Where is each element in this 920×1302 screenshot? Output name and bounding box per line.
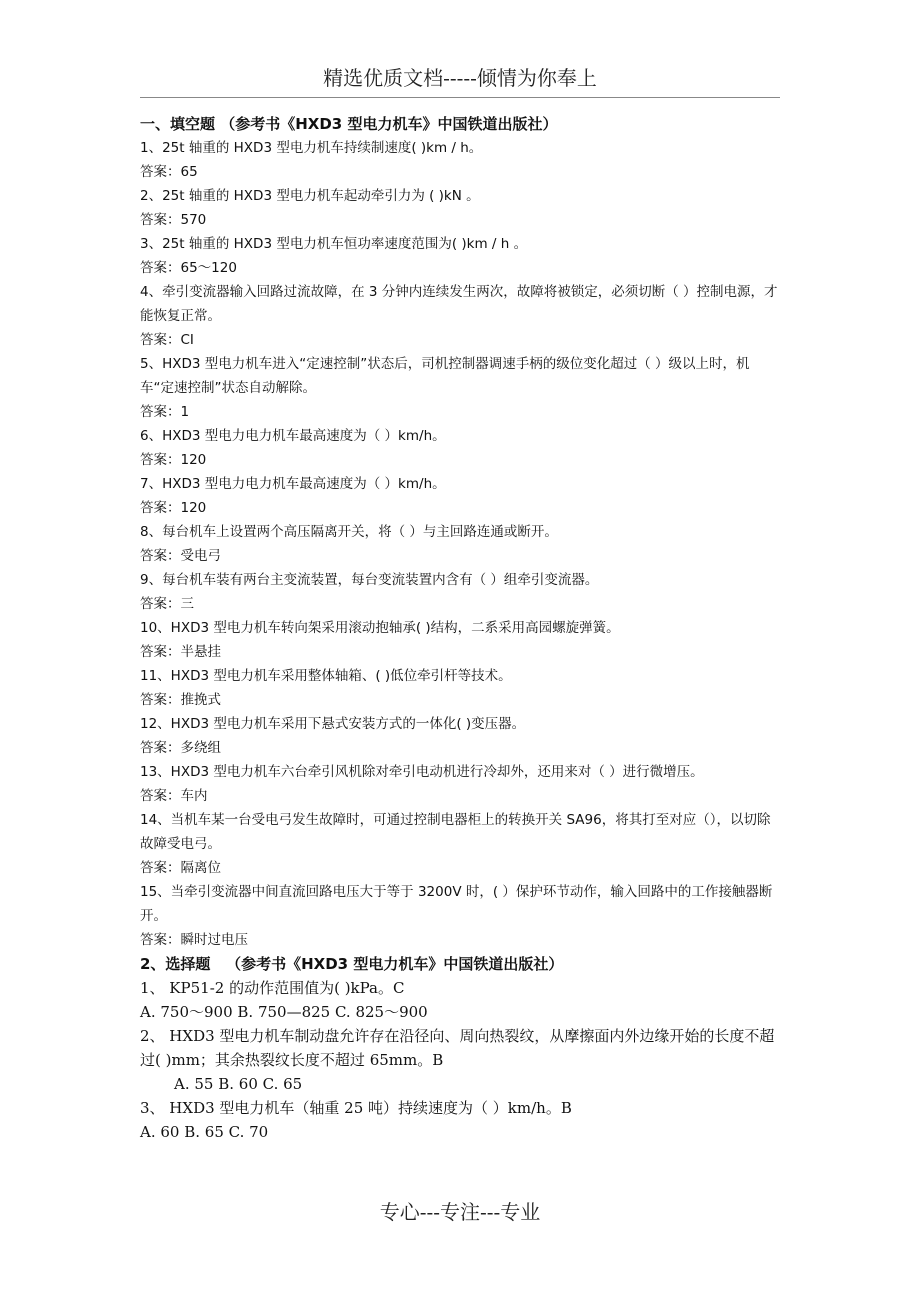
answer-text: 答案：半悬挂 — [140, 644, 221, 660]
question-item-7 — [140, 472, 780, 520]
question-item-9 — [140, 568, 780, 616]
question-item-10 — [140, 616, 780, 664]
answer-text: 答案：65 — [140, 164, 198, 180]
answer-text: 答案：65～120 — [140, 260, 237, 276]
choice-options-2: A. 55 B. 60 C. 65 — [174, 1075, 303, 1093]
question-text: 13、HXD3 型电力机车六台牵引风机除对牵引电动机进行冷却外，还用来对（ ）进行微增压。 — [140, 764, 704, 780]
answer-text: 答案：CI — [140, 332, 194, 348]
question-text: 9、每台机车装有两台主变流装置，每台变流装置内含有（ ）组牵引变流器。 — [140, 572, 599, 588]
answer-text: 答案：570 — [140, 212, 207, 228]
question-text: 2、25t 轴重的 HXD3 型电力机车起动牵引力为 ( )kN 。 — [140, 188, 480, 204]
question-text: 6、HXD3 型电力电力机车最高速度为（ ）km/h。 — [140, 428, 446, 444]
question-item-1 — [140, 136, 780, 184]
question-text: 3、25t 轴重的 HXD3 型电力机车恒功率速度范围为( )km / h 。 — [140, 236, 528, 252]
page-header: 精选优质文档-----倾情为你奉上 — [140, 62, 780, 98]
question-item-6 — [140, 424, 780, 472]
question-text: 11、HXD3 型电力机车采用整体轴箱、( )低位牵引杆等技术。 — [140, 668, 512, 684]
answer-text: 答案：车内 — [140, 788, 208, 804]
question-item-11 — [140, 664, 780, 712]
section-heading-multiple-choice: 2、选择题 （参考书《HXD3 型电力机车》中国铁道出版社） — [140, 955, 564, 973]
question-text: 1、25t 轴重的 HXD3 型电力机车持续制速度( )km / h。 — [140, 140, 483, 156]
answer-text: 答案：120 — [140, 452, 207, 468]
question-item-12 — [140, 712, 780, 760]
question-item-15 — [140, 880, 780, 952]
answer-text: 答案：推挽式 — [140, 692, 221, 708]
answer-text: 答案：多绕组 — [140, 740, 221, 756]
question-text: 5、HXD3 型电力机车进入“定速控制”状态后，司机控制器调速手柄的级位变化超过（ ）级以上时，机车“定速控制”状态自动解除。 — [140, 356, 750, 396]
question-item-13 — [140, 760, 780, 808]
document-body — [140, 112, 780, 1144]
section-heading-fill-in: 一、填空题 （参考书《HXD3 型电力机车》中国铁道出版社） — [140, 115, 558, 133]
page-footer: 专心---专注---专业 — [379, 1200, 541, 1224]
question-item-5 — [140, 352, 780, 424]
choice-question-3: 3、 HXD3 型电力机车（轴重 25 吨）持续速度为（ ）km/h。B — [140, 1099, 572, 1117]
question-item-3 — [140, 232, 780, 280]
question-text: 12、HXD3 型电力机车采用下悬式安装方式的一体化( )变压器。 — [140, 716, 526, 732]
choice-options-3: A. 60 B. 65 C. 70 — [140, 1123, 269, 1141]
answer-text: 答案：隔离位 — [140, 860, 221, 876]
answer-text: 答案：三 — [140, 596, 194, 612]
answer-text: 答案：120 — [140, 500, 207, 516]
answer-text: 答案：瞬时过电压 — [140, 932, 248, 948]
question-text: 10、HXD3 型电力机车转向架采用滚动抱轴承( )结构，二系采用高园螺旋弹簧。 — [140, 620, 620, 636]
question-text: 8、每台机车上设置两个高压隔离开关，将（ ）与主回路连通或断开。 — [140, 524, 558, 540]
question-text: 4、牵引变流器输入回路过流故障，在 3 分钟内连续发生两次，故障将被锁定，必须切断（ ）控制电源，才能恢复正常。 — [140, 284, 778, 324]
question-item-2 — [140, 184, 780, 232]
question-text: 14、当机车某一台受电弓发生故障时，可通过控制电器柜上的转换开关 SA96，将其打至对应（），以切除故障受电弓。 — [140, 812, 771, 852]
question-item-14 — [140, 808, 780, 880]
choice-question-2: 2、 HXD3 型电力机车制动盘允许存在沿径向、周向热裂纹，从摩擦面内外边缘开始的长度不超过( )mm；其余热裂纹长度不超过 65mm。B — [140, 1027, 775, 1069]
answer-text: 答案：1 — [140, 404, 190, 420]
question-text: 7、HXD3 型电力电力机车最高速度为（ ）km/h。 — [140, 476, 446, 492]
answer-text: 答案：受电弓 — [140, 548, 221, 564]
question-text: 15、当牵引变流器中间直流回路电压大于等于 3200V 时，( ）保护环节动作，输入回路中的工作接触器断开。 — [140, 884, 773, 924]
choice-options-1: A. 750～900 B. 750—825 C. 825～900 — [140, 1003, 428, 1021]
question-item-4 — [140, 280, 780, 352]
question-item-8 — [140, 520, 780, 568]
choice-question-1: 1、 KP51-2 的动作范围值为( )kPa。C — [140, 979, 405, 997]
